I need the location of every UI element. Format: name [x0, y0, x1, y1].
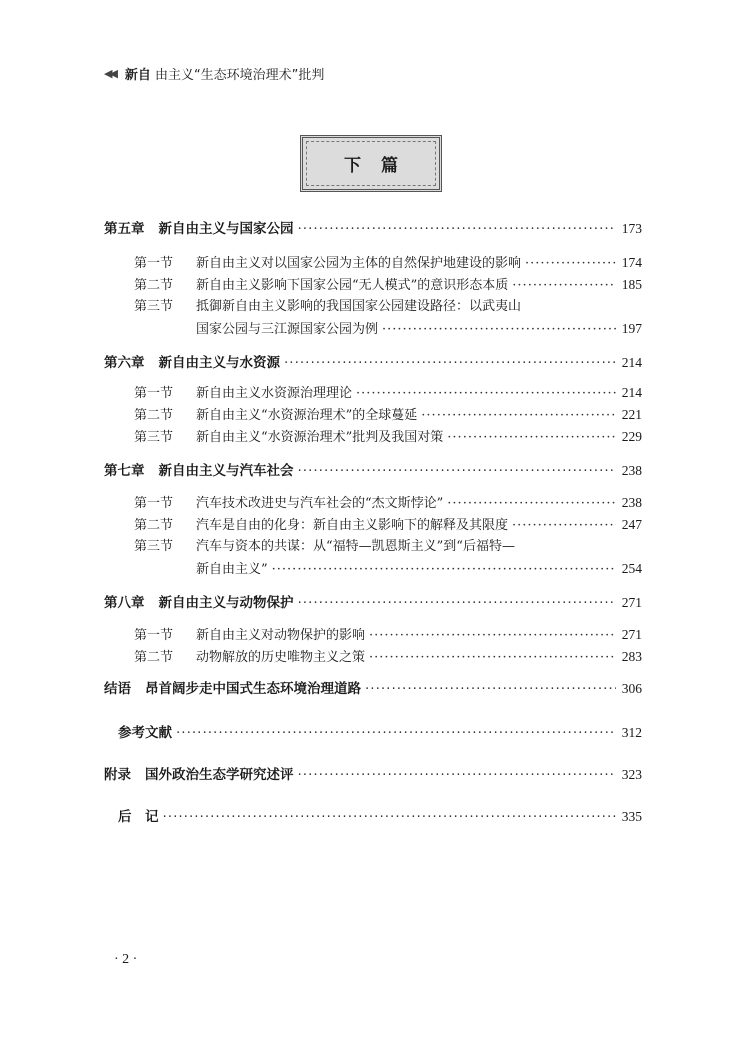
toc-chapter-row[interactable] — [104, 808, 642, 826]
toc-entry-page: 197 — [621, 321, 642, 336]
toc-entry-page: 271 — [621, 627, 642, 642]
leader-dots — [421, 407, 616, 425]
part-title-box — [300, 135, 442, 192]
toc-section-row[interactable] — [104, 494, 642, 513]
toc-entry-page: 283 — [621, 649, 642, 664]
toc-entry-title: 抵御新自由主义影响的我国国家公园建设路径：以武夷山 — [196, 299, 522, 314]
double-arrow-icon: ◀◀ — [104, 67, 115, 80]
toc-entry-page: 221 — [621, 407, 642, 422]
leader-dots — [512, 277, 616, 295]
toc-section-row[interactable] — [104, 626, 642, 645]
toc-entry-number: 第一节 — [134, 496, 174, 511]
leader-dots — [382, 321, 616, 339]
toc-section-row[interactable] — [104, 516, 642, 535]
toc-entry-number: 第七章 — [104, 463, 145, 479]
leader-dots — [365, 680, 616, 698]
toc-entry-page: 271 — [621, 595, 642, 610]
toc-entry-page: 323 — [621, 767, 642, 782]
leader-dots — [447, 429, 616, 447]
leader-dots — [298, 594, 617, 612]
toc-chapter-row[interactable] — [104, 724, 642, 742]
leader-dots — [512, 517, 616, 535]
header-brand: 新自 — [124, 68, 151, 83]
leader-dots — [447, 495, 616, 513]
toc-entry-title: 后 记 — [118, 809, 159, 825]
toc-section-row[interactable] — [104, 560, 642, 579]
toc-section-row[interactable] — [104, 320, 642, 339]
toc-entry-page: 238 — [621, 495, 642, 510]
toc-entry-number: 第一节 — [134, 256, 174, 271]
toc-entry-number: 第六章 — [104, 355, 145, 371]
running-header — [104, 64, 324, 83]
page-number: · 2 · — [114, 952, 138, 967]
toc-entry-title: 新自由主义与水资源 — [158, 355, 280, 371]
toc-entry-page: 306 — [621, 681, 642, 696]
toc-entry-number: 第二节 — [134, 518, 174, 533]
toc-chapter-row[interactable] — [104, 680, 642, 698]
toc-entry-page: 238 — [621, 463, 642, 478]
header-title: 由主义“生态环境治理术”批判 — [154, 68, 325, 83]
toc-entry-title: 新自由主义与动物保护 — [158, 595, 294, 611]
toc-entry-number: 第二节 — [134, 650, 174, 665]
toc-entry-title: 国外政治生态学研究述评 — [145, 767, 294, 783]
toc-entry-number: 第三节 — [134, 539, 174, 554]
toc-section-row[interactable] — [104, 298, 642, 316]
toc-entry-number: 第二节 — [134, 408, 174, 423]
leader-dots — [298, 220, 617, 238]
toc-section-row[interactable] — [104, 384, 642, 403]
toc-entry-number: 第一节 — [134, 628, 174, 643]
leader-dots — [525, 255, 616, 273]
toc-entry-number: 附录 — [104, 767, 131, 783]
toc-entry-number: 第五章 — [104, 221, 145, 237]
toc-chapter-row[interactable] — [104, 220, 642, 238]
leader-dots — [298, 766, 617, 784]
toc-section-row[interactable] — [104, 406, 642, 425]
toc-entry-title: 新自由主义对以国家公园为主体的自然保护地建设的影响 — [196, 256, 522, 271]
toc-entry-title: 新自由主义“水资源治理术”的全球蔓延 — [196, 408, 418, 423]
toc-entry-page: 229 — [621, 429, 642, 444]
toc-entry-number: 第二节 — [134, 278, 174, 293]
toc-entry-title: 新自由主义影响下国家公园“无人模式”的意识形态本质 — [196, 278, 509, 293]
part-title: 下篇 — [344, 156, 418, 176]
toc-entry-number: 第一节 — [134, 386, 174, 401]
leader-dots — [176, 724, 616, 742]
toc-entry-page: 214 — [621, 385, 642, 400]
toc-section-row[interactable] — [104, 648, 642, 667]
leader-dots — [284, 354, 616, 372]
toc-entry-title: 国家公园与三江源国家公园为例 — [196, 322, 379, 337]
toc-chapter-row[interactable] — [104, 594, 642, 612]
toc-section-row[interactable] — [104, 254, 642, 273]
toc-entry-page: 214 — [621, 355, 642, 370]
toc-entry-number: 第三节 — [134, 299, 174, 314]
toc-entry-page: 174 — [621, 255, 642, 270]
leader-dots — [272, 561, 616, 579]
toc-entry-title: 汽车技术改进史与汽车社会的“杰文斯悖论” — [196, 496, 444, 511]
toc-chapter-row[interactable] — [104, 354, 642, 372]
toc-section-row[interactable] — [104, 428, 642, 447]
toc-entry-page: 247 — [621, 517, 642, 532]
toc-entry-page: 254 — [621, 561, 642, 576]
toc-entry-number: 第三节 — [134, 430, 174, 445]
toc-entry-title: 新自由主义水资源治理理论 — [196, 386, 353, 401]
toc-entry-title: 新自由主义与汽车社会 — [158, 463, 294, 479]
leader-dots — [356, 385, 616, 403]
toc-entry-number: 结语 — [104, 681, 131, 697]
toc-entry-title: 汽车是自由的化身：新自由主义影响下的解释及其限度 — [196, 518, 509, 533]
toc-section-row[interactable] — [104, 276, 642, 295]
toc-entry-title: 新自由主义” — [196, 562, 268, 577]
toc-section-row[interactable] — [104, 538, 642, 556]
toc-entry-page: 185 — [621, 277, 642, 292]
leader-dots — [369, 627, 616, 645]
toc-entry-number: 第八章 — [104, 595, 145, 611]
toc-entry-page: 173 — [621, 221, 642, 236]
toc-chapter-row[interactable] — [104, 462, 642, 480]
toc-entry-title: 新自由主义“水资源治理术”批判及我国对策 — [196, 430, 444, 445]
toc-entry-title: 汽车与资本的共谋：从“福特—凯恩斯主义”到“后福特— — [196, 539, 515, 554]
toc-chapter-row[interactable] — [104, 766, 642, 784]
toc-entry-title: 动物解放的历史唯物主义之策 — [196, 650, 366, 665]
toc-entry-title: 参考文献 — [118, 725, 172, 741]
toc-entry-page: 335 — [621, 809, 642, 824]
leader-dots — [369, 649, 616, 667]
toc-entry-title: 新自由主义与国家公园 — [158, 221, 294, 237]
toc-entry-page: 312 — [621, 725, 642, 740]
toc-entry-title: 新自由主义对动物保护的影响 — [196, 628, 366, 643]
leader-dots — [163, 808, 617, 826]
leader-dots — [298, 462, 617, 480]
toc-entry-title: 昂首阔步走中国式生态环境治理道路 — [145, 681, 361, 697]
